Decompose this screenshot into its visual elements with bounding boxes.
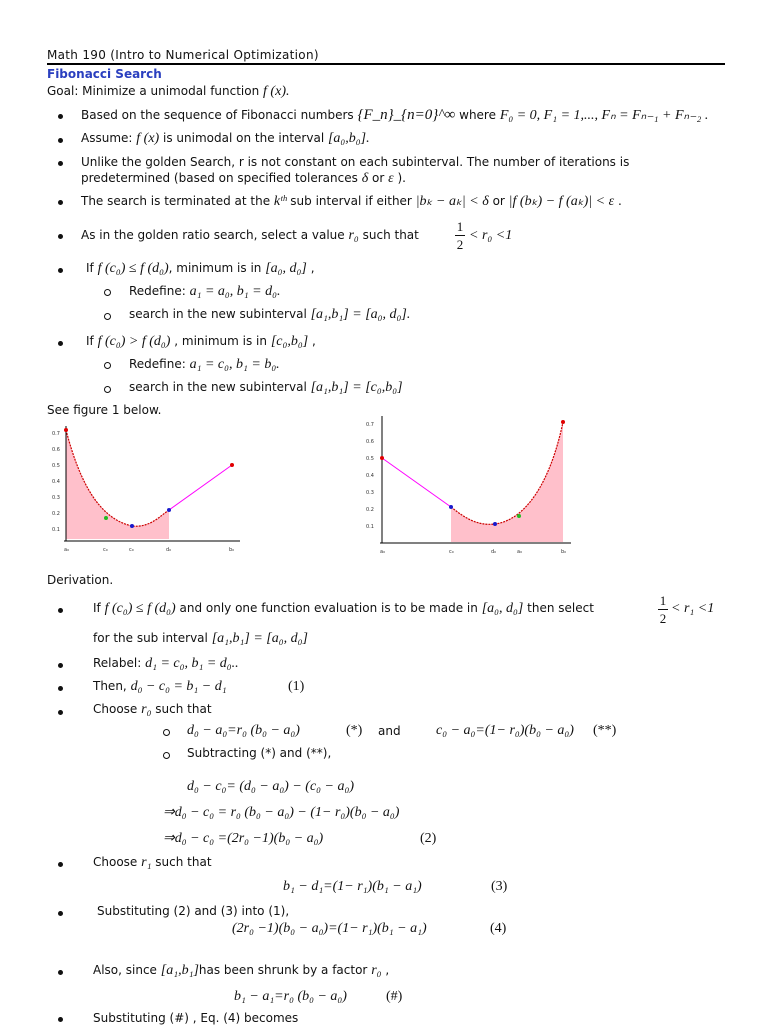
bullet-text: Then,: [93, 679, 127, 693]
equation-number: (1): [288, 679, 305, 694]
bullet-dot: [58, 686, 63, 691]
substituting-text: Substituting (2) and (3) into (1),: [97, 904, 290, 918]
fraction-denominator: 2: [456, 237, 464, 252]
course-title: Math 190 (Intro to Numerical Optimization): [47, 48, 319, 62]
bullet-text: then select: [527, 601, 594, 615]
shaded-area: [451, 422, 563, 542]
equation-math: d₀ − c₀ = b₁ − d₁: [130, 679, 227, 694]
condition-math: f (c₀) ≤ f (d₀): [104, 601, 176, 616]
x-tick-label: d₀: [166, 547, 172, 553]
bullet-dot: [58, 114, 63, 119]
bullet-case-left: [86, 262, 315, 276]
point-d0: [493, 522, 497, 526]
sub-bullet-redefine: [129, 285, 280, 299]
bullet-dot: [58, 268, 63, 273]
if-text: If: [86, 261, 94, 275]
sub-bullet-search: [129, 308, 410, 322]
choose-r1-line: [93, 856, 212, 870]
y-tick-label: 0.3: [366, 490, 374, 496]
then-line: [93, 680, 227, 694]
r1-inequality: < r₁ <1: [671, 601, 715, 616]
point-b0: [561, 420, 565, 424]
r0-math: r₀: [371, 963, 382, 978]
bullet-text: and only one function evaluation is to be made in: [179, 601, 478, 615]
bullet-text: search in the new subinterval: [129, 380, 307, 394]
bullet-text: ,: [385, 963, 390, 977]
bullet-text: has been shrunk by a factor: [198, 963, 368, 977]
bullet-text: Also, since: [93, 963, 157, 977]
bullet-dot: [58, 862, 63, 867]
equation-tag: (#): [386, 989, 403, 1004]
x-tick-label: a₀: [380, 549, 386, 555]
point-b0: [230, 463, 234, 467]
fx-math: f (x): [136, 131, 160, 146]
equation-number: (2): [420, 831, 437, 846]
goal-line: [47, 85, 289, 99]
sub-bullet-circle: [163, 752, 170, 759]
relabel-math: d₁ = c₀, b₁ = d₀..: [145, 656, 239, 671]
sub-bullet-circle: [163, 729, 170, 736]
redefine-math: a₁ = a₀, b₁ = d₀.: [189, 284, 281, 299]
secant-line: [382, 458, 451, 507]
bullet-text: sub interval if either: [290, 194, 412, 208]
bullet-text: is unimodal on the interval: [163, 131, 325, 145]
y-tick-label: 0.1: [366, 524, 374, 530]
fraction-half: [658, 594, 668, 625]
x-tick-label: a₀: [517, 549, 523, 555]
fraction-denominator: 2: [659, 611, 667, 626]
x-tick-label: d₀: [491, 549, 497, 555]
derivation-title: Derivation.: [47, 573, 114, 587]
interval-math: [c₀,b₀]: [270, 334, 309, 349]
bullet-dot: [58, 200, 63, 205]
y-tick-label: 0.3: [52, 495, 60, 501]
bullet-text: As in the golden ratio search, select a value: [81, 228, 345, 242]
section-heading: Fibonacci Search: [47, 67, 162, 81]
y-tick-label: 0.5: [366, 456, 374, 462]
derivation-case-line2: [93, 632, 308, 646]
bullet-text: Choose: [93, 702, 138, 716]
bullet-text: ,: [312, 334, 316, 348]
bullet-text: .: [617, 194, 622, 208]
bullet-dot: [58, 161, 63, 166]
condition-math: f (c₀) ≤ f (d₀): [97, 261, 169, 276]
and-text: and: [378, 724, 401, 738]
bullet-dot: [58, 608, 63, 613]
bullet-dot: [58, 138, 63, 143]
bullet-text: search in the new subinterval: [129, 307, 307, 321]
x-tick-label: c₀: [103, 547, 108, 553]
point-c0: [449, 505, 453, 509]
r1-math: r₁: [141, 855, 152, 870]
sub-bullet-redefine: [129, 358, 280, 372]
bullet-text: Relabel:: [93, 656, 142, 670]
bullet-text: , minimum is in: [174, 334, 267, 348]
where-text: where: [459, 108, 496, 122]
bullet-text: Choose: [93, 855, 138, 869]
bullet-text: Assume:: [81, 131, 133, 145]
bullet-dot: [58, 911, 63, 916]
subtracting-text: Subtracting (*) and (**),: [187, 746, 332, 760]
y-tick-label: 0.7: [366, 422, 374, 428]
sub-bullet-circle: [104, 362, 111, 369]
y-tick-label: 0.1: [52, 527, 60, 533]
equation-star: d₀ − a₀=r₀ (b₀ − a₀): [187, 723, 300, 738]
bullet-text: Redefine:: [129, 284, 186, 298]
equation-4: (2r₀ −1)(b₀ − a₀)=(1− r₁)(b₁ − a₁): [232, 921, 427, 936]
r0-math: r₀: [141, 702, 152, 717]
secant-line: [169, 465, 232, 510]
if-text: If: [93, 601, 101, 615]
shaded-area: [66, 430, 169, 539]
choose-r0-line: [93, 703, 212, 717]
goal-text: Goal: Minimize a unimodal function: [47, 84, 260, 98]
figure-right-plot: [365, 414, 580, 560]
subinterval-math: [a₁,b₁] = [a₀, d₀]: [211, 631, 308, 646]
interval-tolerance-math: |bₖ − aₖ| < δ: [415, 194, 489, 209]
bullet-unlike-line1: Unlike the golden Search, r is not constant on each subinterval. The number of iterations is: [81, 155, 630, 169]
sub-bullet-search: [129, 381, 403, 395]
bullet-text: ).: [397, 171, 406, 185]
bullet-fibonacci: [81, 108, 708, 123]
function-tolerance-math: |f (bₖ) − f (aₖ)| < ε: [508, 194, 615, 209]
r0-inequality: < r₀ <1: [469, 228, 513, 243]
r0-math: r₀: [348, 228, 359, 243]
title-rule: [47, 63, 725, 65]
bullet-text: Redefine:: [129, 357, 186, 371]
x-tick-label: c₀: [449, 549, 454, 555]
fibonacci-definition-math: F₀ = 0, F₁ = 1,..., Fₙ = Fₙ₋₁ + Fₙ₋₂ .: [499, 108, 709, 123]
point-a0-green: [517, 514, 521, 518]
x-tick-label: b₀: [561, 549, 567, 555]
if-text: If: [86, 334, 94, 348]
also-since-line: [93, 964, 389, 978]
delta-symbol: δ: [361, 171, 369, 186]
bullet-dot: [58, 663, 63, 668]
figure-left-plot: [50, 424, 250, 556]
y-tick-label: 0.5: [52, 463, 60, 469]
y-tick-label: 0.6: [366, 439, 374, 445]
y-tick-label: 0.6: [52, 447, 60, 453]
epsilon-symbol: ε: [388, 171, 394, 186]
bullet-terminate: [81, 195, 622, 209]
point-c0-blue: [130, 524, 134, 528]
see-figure-text: See figure 1 below.: [47, 403, 162, 417]
equation-tag: (**): [593, 723, 617, 738]
bullet-dot: [58, 710, 63, 715]
equation-number: (4): [490, 921, 507, 936]
fibonacci-set-math: {F_n}_{n=0}^∞: [357, 107, 456, 123]
bullet-case-right: [86, 335, 316, 349]
bullet-text: such that: [155, 855, 212, 869]
interval-math: [a₁,b₁]: [160, 963, 199, 978]
bullet-text: predetermined (based on specified tolerances: [81, 171, 358, 185]
bullet-text: ,: [310, 261, 315, 275]
bullet-dot: [58, 1017, 63, 1022]
bullet-assume: [81, 132, 370, 146]
point-d0: [167, 508, 171, 512]
bullet-unlike-line2: [81, 172, 406, 186]
fraction-numerator: 1: [456, 219, 464, 234]
equation-hash: b₁ − a₁=r₀ (b₀ − a₀): [234, 989, 347, 1004]
goal-math: f (x).: [263, 84, 290, 99]
x-tick-label: b₀: [229, 547, 235, 553]
bullet-text: for the sub interval: [93, 631, 208, 645]
equation-3: b₁ − d₁=(1− r₁)(b₁ − a₁): [283, 879, 422, 894]
x-tick-label: c₀: [129, 547, 134, 553]
point-a0: [380, 456, 384, 460]
y-tick-label: 0.7: [52, 431, 60, 437]
bullet-text: such that: [362, 228, 419, 242]
k-th-math: kᵗʰ: [273, 194, 287, 209]
bullet-text: Based on the sequence of Fibonacci numbers: [81, 108, 354, 122]
fraction-numerator: 1: [659, 593, 667, 608]
or-text: or: [372, 171, 385, 185]
substituting-hash-text: Substituting (#) , Eq. (4) becomes: [93, 1011, 299, 1025]
point-c0-green: [104, 516, 108, 520]
fraction-half: [455, 220, 465, 251]
interval-math: [a₀, d₀]: [481, 601, 524, 616]
sub-bullet-circle: [104, 313, 111, 320]
bullet-text: such that: [155, 702, 212, 716]
bullet-text: , minimum is in: [168, 261, 262, 275]
bullet-select-r0: [81, 229, 419, 243]
y-tick-label: 0.4: [52, 479, 60, 485]
x-tick-label: a₀: [64, 547, 70, 553]
condition-math: f (c₀) > f (d₀): [97, 334, 171, 349]
subinterval-math: [a₁,b₁] = [c₀,b₀]: [310, 380, 403, 395]
interval-math: [a₀,b₀].: [327, 131, 370, 146]
bullet-dot: [58, 234, 63, 239]
interval-math: [a₀, d₀]: [265, 261, 307, 276]
y-tick-label: 0.4: [366, 473, 374, 479]
or-text: or: [492, 194, 505, 208]
equation-double-star: c₀ − a₀=(1− r₀)(b₀ − a₀): [436, 723, 574, 738]
sub-bullet-circle: [104, 289, 111, 296]
redefine-math: a₁ = c₀, b₁ = b₀.: [189, 357, 280, 372]
sub-bullet-circle: [104, 386, 111, 393]
y-tick-label: 0.2: [366, 507, 374, 513]
derivation-step-3: ⇒d₀ − c₀ =(2r₀ −1)(b₀ − a₀): [163, 831, 324, 846]
relabel-line: [93, 657, 239, 671]
point-a0: [64, 428, 68, 432]
equation-tag: (*): [346, 723, 363, 738]
derivation-case: [93, 602, 594, 616]
y-tick-label: 0.2: [52, 511, 60, 517]
subinterval-math: [a₁,b₁] = [a₀, d₀].: [310, 307, 411, 322]
bullet-dot: [58, 970, 63, 975]
bullet-dot: [58, 341, 63, 346]
equation-number: (3): [491, 879, 508, 894]
derivation-step-2: ⇒d₀ − c₀ = r₀ (b₀ − a₀) − (1− r₀)(b₀ − a₀): [163, 805, 400, 820]
bullet-text: The search is terminated at the: [81, 194, 271, 208]
derivation-step-1: d₀ − c₀= (d₀ − a₀) − (c₀ − a₀): [187, 779, 355, 794]
